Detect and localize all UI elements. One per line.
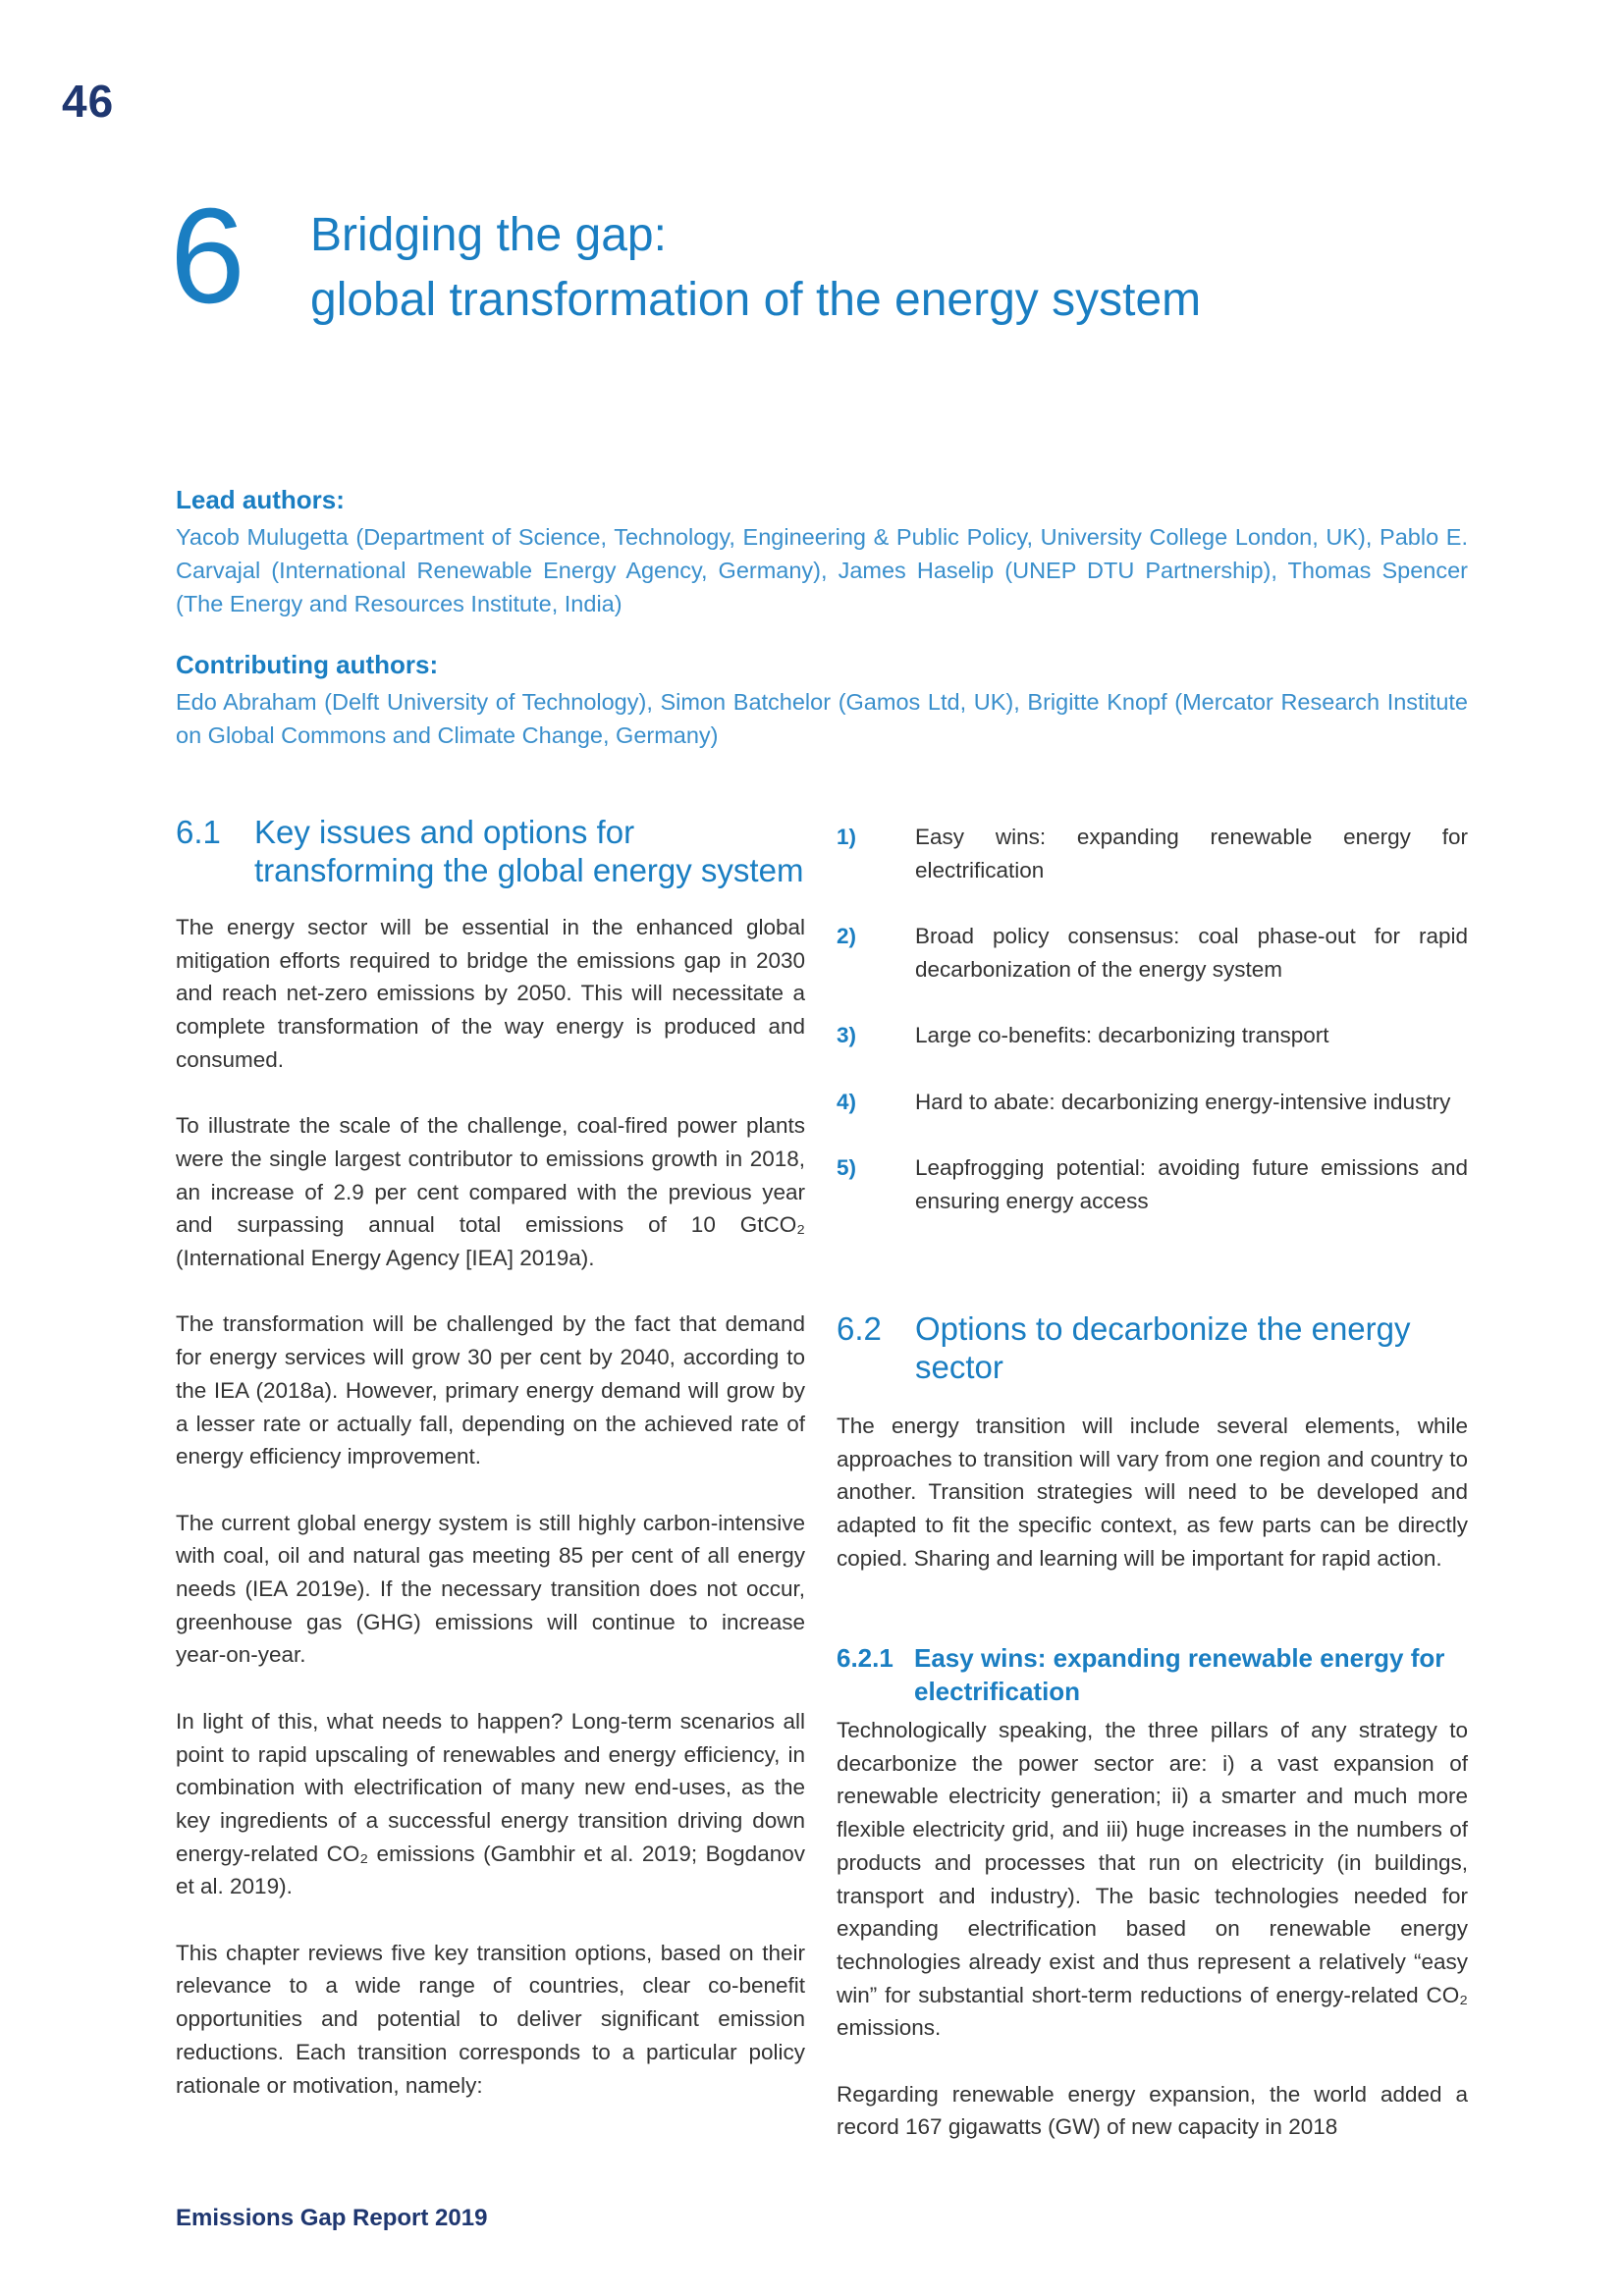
list-number: 3) bbox=[837, 1023, 857, 1048]
section-6-2-1-heading bbox=[837, 1641, 1468, 1708]
subsection-title: Easy wins: expanding renewable energy for electrification bbox=[914, 1643, 1445, 1706]
section-6-1-heading bbox=[176, 813, 805, 889]
section-6-2-block bbox=[837, 1309, 1468, 1575]
section-title: Options to decarbonize the energy sector bbox=[915, 1310, 1411, 1385]
list-text: Leapfrogging potential: avoiding future emissions and ensuring energy access bbox=[915, 1154, 1468, 1213]
paragraph: The current global energy system is still highly carbon-intensive with coal, oil and natural gas meeting 85 per cent of all energy needs (IEA 2019e). If the necessary transition does not occur, greenhouse gas (GHG) emissions will continue to increase year-on-year. bbox=[176, 1510, 805, 1668]
list-text: Large co-benefits: decarbonizing transport bbox=[915, 1023, 1329, 1048]
section-number: 6.2 bbox=[837, 1310, 882, 1347]
section-number: 6.1 bbox=[176, 814, 221, 850]
section-6-2-1-block bbox=[837, 1641, 1468, 2144]
list-item bbox=[837, 1086, 1468, 1119]
list-number: 1) bbox=[837, 825, 857, 849]
list-item bbox=[837, 1019, 1468, 1052]
list-text: Broad policy consensus: coal phase-out for rapid decarbonization of the energy system bbox=[915, 924, 1468, 982]
list-item bbox=[837, 920, 1468, 986]
paragraph: In light of this, what needs to happen? Long-term scenarios all point to rapid upscaling of renewables and energy efficiency, in combination with electrification of many new end-uses, as the key ingredients of a successful energy transition driving down energy-related CO₂ emissions (Gambhir et al. 2019; Bogdanov et al. 2019). bbox=[176, 1708, 805, 1899]
section-title: Key issues and options for transforming the global energy system bbox=[254, 814, 804, 888]
subsection-number: 6.2.1 bbox=[837, 1643, 893, 1673]
footer-report-title: Emissions Gap Report 2019 bbox=[176, 2205, 488, 2231]
paragraph: Regarding renewable energy expansion, the world added a record 167 gigawatts (GW) of new capacity in 2018 bbox=[837, 2081, 1468, 2140]
list-item bbox=[837, 1151, 1468, 1217]
chapter-number: 6 bbox=[170, 181, 245, 332]
right-column bbox=[837, 821, 1468, 1217]
paragraph: The energy sector will be essential in the enhanced global mitigation efforts required to bridge the emissions gap in 2030 and reach net-zero emissions by 2050. This will necessitate a complete transformation of the way energy is produced and consumed. bbox=[176, 915, 805, 1072]
paragraph: The transformation will be challenged by the fact that demand for energy services will grow 30 per cent by 2040, according to the IEA (2018a). However, primary energy demand will grow by a lesser rate or actually fall, depending on the achieved rate of energy efficiency improvement. bbox=[176, 1311, 805, 1469]
contributing-authors-heading: Contributing authors: bbox=[176, 650, 439, 679]
lead-authors-text: Yacob Mulugetta (Department of Science, Technology, Engineering & Public Policy, University College London, UK), Pablo E. Carvajal (International Renewable Energy Agency, Germany), James Haselip (UNEP DTU Partnership), Thomas Spencer (The Energy and Resources Institute, India) bbox=[176, 524, 1468, 616]
paragraph: The energy transition will include several elements, while approaches to transition will vary from one region and country to another. Transition strategies will need to be developed and adapted to fit the specific context, as few parts can be directly copied. Sharing and learning will be important for rapid action. bbox=[837, 1414, 1468, 1571]
list-item bbox=[837, 821, 1468, 886]
list-text: Easy wins: expanding renewable energy for electrification bbox=[915, 825, 1468, 882]
list-number: 2) bbox=[837, 924, 857, 949]
list-number: 4) bbox=[837, 1089, 857, 1114]
paragraph: This chapter reviews five key transition options, based on their relevance to a wide range of countries, clear co-benefit opportunities and potential to deliver significant emission reductions. Each transition corresponds to a particular policy rationale or motivation, namely: bbox=[176, 1940, 805, 2098]
list-text: Hard to abate: decarbonizing energy-intensive industry bbox=[915, 1089, 1451, 1114]
paragraph: Technologically speaking, the three pillars of any strategy to decarbonize the power sector are: i) a vast expansion of renewable electricity generation; ii) a smarter and much more flexible electricity grid, and iii) huge increases in the numbers of products and processes that run on electricity (in buildings, transport and industry). The basic technologies needed for expanding electrification based on renewable energy technologies already exist and thus represent a relatively “easy win” for substantial short-term reductions of energy-related CO₂ emissions. bbox=[837, 1718, 1468, 2041]
lead-authors-heading: Lead authors: bbox=[176, 485, 345, 514]
left-column bbox=[176, 813, 805, 2102]
list-number: 5) bbox=[837, 1154, 857, 1180]
paragraph: To illustrate the scale of the challenge, coal-fired power plants were the single largest contributor to emissions growth in 2018, an increase of 2.9 per cent compared with the previous year and surpassing annual total emissions of 10 GtCO₂ (International Energy Agency [IEA] 2019a). bbox=[176, 1113, 805, 1271]
section-6-2-heading bbox=[837, 1309, 1468, 1386]
chapter-title-line2: global transformation of the energy system bbox=[310, 274, 1202, 326]
chapter-title-line1: Bridging the gap: bbox=[310, 209, 667, 261]
contributing-authors-text: Edo Abraham (Delft University of Technology), Simon Batchelor (Gamos Ltd, UK), Brigitte Knopf (Mercator Research Institute on Global Commons and Climate Change, Germany) bbox=[176, 689, 1468, 748]
page-number: 46 bbox=[62, 76, 115, 127]
